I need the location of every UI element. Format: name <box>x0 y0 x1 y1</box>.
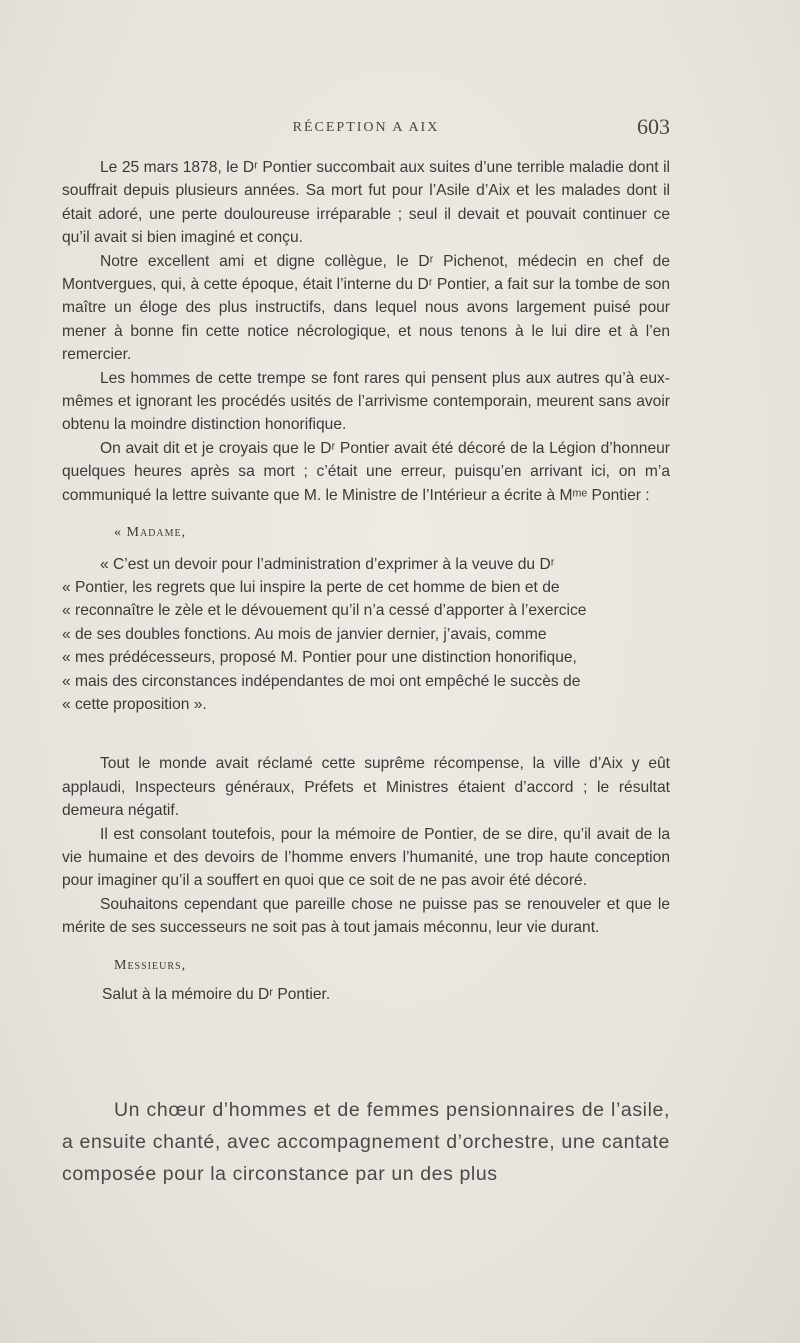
paragraph: Notre excellent ami et digne collègue, le Dʳ Pichenot, médecin en chef de Montvergues, qui, à cette époque, était l’interne du Dʳ Pontier, a fait sur la tombe de son maître un éloge des plus instructifs, dans lequel nous avons largement puisé pour mener à bonne fin cette notice nécrologique, et nous tenons à le lui dire et à l’en remercier. <box>62 252 670 364</box>
paragraph: On avait dit et je croyais que le Dʳ Pontier avait été décoré de la Légion d’honneur quelques heures après sa mort ; c’était une erreur, puisqu’en arrivant ici, on m’a communiqué la lettre suivante que M. le Ministre de l’Intérieur a écrite à Mᵐᵉ Pontier : <box>62 439 670 504</box>
large-paragraph: Un chœur d’hommes et de femmes pensionnaires de l’asile, a ensuite chanté, avec accompagnement d’orchestre, une cantate composée pour la circonstance par un des plus <box>62 1098 670 1185</box>
paragraph: Souhaitons cependant que pareille chose ne puisse pas se renouveler et que le mérite de ses successeurs ne soit pas à tout jamais méconnu, leur vie durant. <box>62 895 670 937</box>
letter-line: « de ses doubles fonctions. Au mois de janvier dernier, j’avais, comme <box>62 625 547 643</box>
paragraph: Il est consolant toutefois, pour la mémoire de Pontier, de se dire, qu’il avait de la vie humaine et des devoirs de l’homme envers l’humanité, une trop haute conception pour imaginer qu’il a souffert en quoi que ce soit de ne pas avoir été décoré. <box>62 825 670 890</box>
page-header <box>62 114 670 144</box>
paragraph: Les hommes de cette trempe se font rares qui pensent plus aux autres qu’à eux-mêmes et ignorant les procédés usités de l’arrivisme contemporain, meurent sans avoir obtenu la moindre distinction honorifique. <box>62 369 670 434</box>
page-body <box>62 156 670 1006</box>
letter-salutation: « Madame, <box>114 525 187 541</box>
paragraph: Le 25 mars 1878, le Dʳ Pontier succombait aux suites d’une terrible maladie dont il souffrait depuis plusieurs années. Sa mort fut pour l’Asile d’Aix et les malades dont il était adoré, une perte douloureuse irréparable ; seul il devait et pouvait continuer ce qu’il avait si bien imaginé et conçu. <box>62 159 670 247</box>
letter-line: « C’est un devoir pour l’administration d’exprimer à la veuve du Dʳ <box>100 555 555 573</box>
paragraph: Tout le monde avait réclamé cette suprême récompense, la ville d’Aix y eût applaudi, Inspecteurs généraux, Préfets et Ministres étaient d’accord ; le résultat demeura négatif. <box>62 755 670 820</box>
closing-address: Messieurs, <box>114 957 187 973</box>
letter-line: « Pontier, les regrets que lui inspire la perte de cet homme de bien et de <box>62 578 560 596</box>
letter-line: « cette proposition ». <box>62 695 207 713</box>
quoted-letter <box>62 521 670 716</box>
letter-line: « reconnaître le zèle et le dévouement qu’il n’a cessé d’apporter à l’exercice <box>62 602 587 620</box>
after-letter-section <box>62 752 670 939</box>
page-number: 603 <box>637 114 670 139</box>
running-title: RÉCEPTION A AIX <box>292 120 440 135</box>
letter-line: « mes prédécesseurs, proposé M. Pontier pour une distinction honorifique, <box>62 649 577 667</box>
closing-salute: Salut à la mémoire du Dʳ Pontier. <box>102 986 331 1003</box>
letter-line: « mais des circonstances indépendantes de moi ont empêché le succès de <box>62 672 581 690</box>
